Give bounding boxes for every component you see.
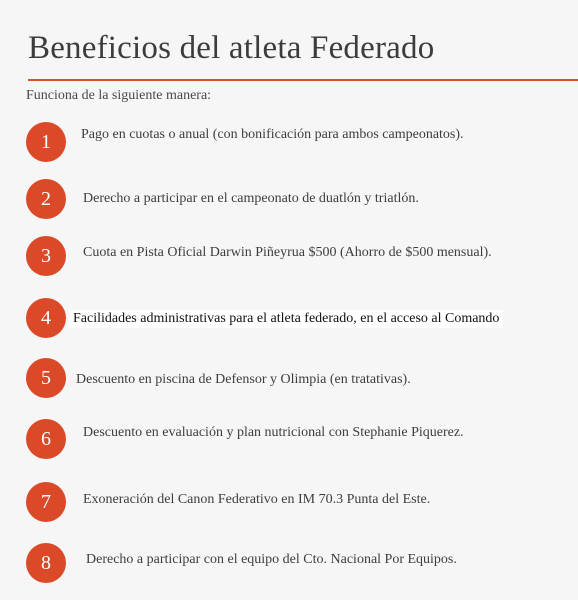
list-item-text: Exoneración del Canon Federativo en IM 70.3 Punta del Este. — [83, 492, 431, 507]
number-badge: 4 — [26, 298, 66, 338]
intro-text: Funciona de la siguiente manera: — [26, 88, 212, 103]
list-item — [0, 419, 578, 459]
list-item — [0, 179, 578, 219]
list-item — [0, 358, 578, 398]
list-item-text: Descuento en evaluación y plan nutricional con Stephanie Piquerez. — [83, 425, 464, 440]
number-badge: 5 — [26, 358, 66, 398]
number-badge: 2 — [26, 179, 66, 219]
list-item — [0, 122, 578, 162]
number-badge: 8 — [26, 543, 66, 583]
list-item — [0, 236, 578, 276]
page-title: Beneficios del atleta Federado — [28, 30, 435, 66]
list-item-text: Cuota en Pista Oficial Darwin Piñeyrua $500 (Ahorro de $500 mensual). — [83, 245, 492, 260]
title-divider — [28, 79, 578, 81]
list-item-text: Pago en cuotas o anual (con bonificación para ambos campeonatos). — [81, 127, 464, 142]
list-item-text: Descuento en piscina de Defensor y Olimpia (en tratativas). — [76, 372, 411, 387]
number-badge: 3 — [26, 236, 66, 276]
list-item-text: Derecho a participar en el campeonato de duatlón y triatlón. — [83, 191, 419, 206]
number-badge: 6 — [26, 419, 66, 459]
list-item-text: Derecho a participar con el equipo del Cto. Nacional Por Equipos. — [86, 552, 457, 567]
list-item — [0, 298, 578, 338]
number-badge: 1 — [26, 122, 66, 162]
list-item-text: Facilidades administrativas para el atleta federado, en el acceso al Comando — [69, 310, 503, 328]
list-item — [0, 543, 578, 583]
number-badge: 7 — [26, 482, 66, 522]
list-item — [0, 482, 578, 522]
